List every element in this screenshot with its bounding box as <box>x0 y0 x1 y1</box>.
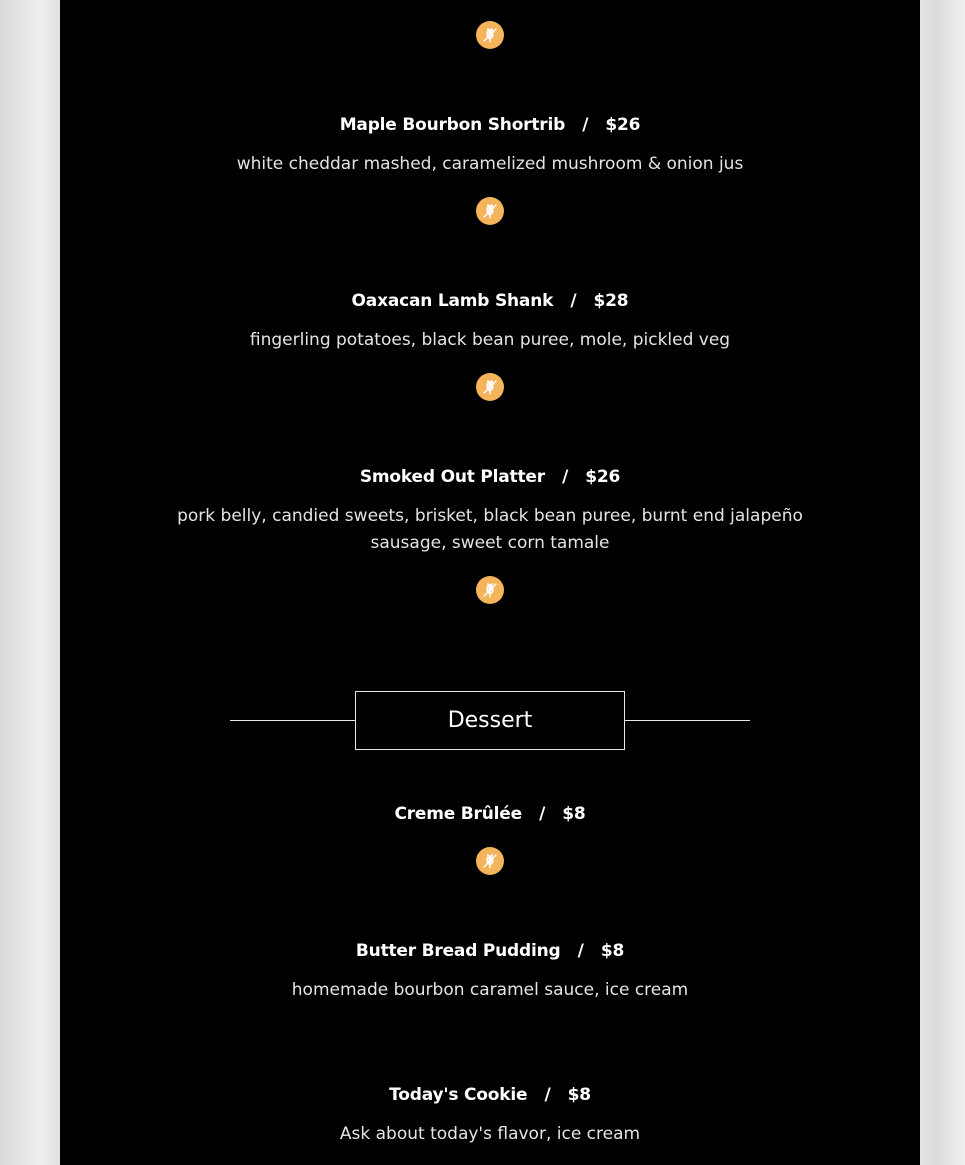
gluten-free-icon <box>476 576 504 604</box>
item-price: $26 <box>585 467 621 487</box>
separator: / <box>582 115 589 135</box>
gluten-free-icon <box>476 847 504 875</box>
item-name: Maple Bourbon Shortrib <box>339 115 566 135</box>
item-price: $8 <box>567 1085 591 1105</box>
item-name: Butter Bread Pudding <box>355 941 561 961</box>
section-heading-dessert <box>355 691 625 750</box>
menu-panel <box>60 0 920 1165</box>
menu-item-title <box>60 1085 920 1105</box>
item-name: Creme Brûlée <box>394 804 522 824</box>
item-name: Smoked Out Platter <box>359 467 545 487</box>
separator: / <box>539 804 546 824</box>
menu-item-title <box>60 291 920 311</box>
separator: / <box>544 1085 551 1105</box>
menu-item-description: homemade bourbon caramel sauce, ice cream <box>291 980 689 1000</box>
menu-item-description: fingerling potatoes, black bean puree, mole, pickled veg <box>249 330 731 350</box>
menu-item-title <box>60 804 920 824</box>
item-name: Oaxacan Lamb Shank <box>351 291 554 311</box>
section-heading-label: Dessert <box>447 708 533 733</box>
separator: / <box>570 291 577 311</box>
item-name: Today's Cookie <box>389 1085 528 1105</box>
gluten-free-icon <box>476 21 504 49</box>
separator: / <box>577 941 584 961</box>
gluten-free-icon <box>476 197 504 225</box>
section-divider-left <box>230 720 355 721</box>
gluten-free-icon <box>476 373 504 401</box>
item-price: $8 <box>600 941 625 961</box>
item-price: $26 <box>605 115 641 135</box>
menu-item-title <box>60 941 920 961</box>
menu-item-description: pork belly, candied sweets, brisket, black bean puree, burnt end jalapeño sausage, sweet corn tamale <box>177 506 803 553</box>
item-price: $28 <box>593 291 629 311</box>
separator: / <box>562 467 569 487</box>
menu-item-description: white cheddar mashed, caramelized mushroom & onion jus <box>236 154 744 174</box>
menu-item-description: Ask about today's flavor, ice cream <box>339 1124 641 1144</box>
menu-item-title <box>60 115 920 135</box>
item-price: $8 <box>562 804 586 824</box>
menu-item-title <box>60 467 920 487</box>
section-divider-right <box>625 720 750 721</box>
